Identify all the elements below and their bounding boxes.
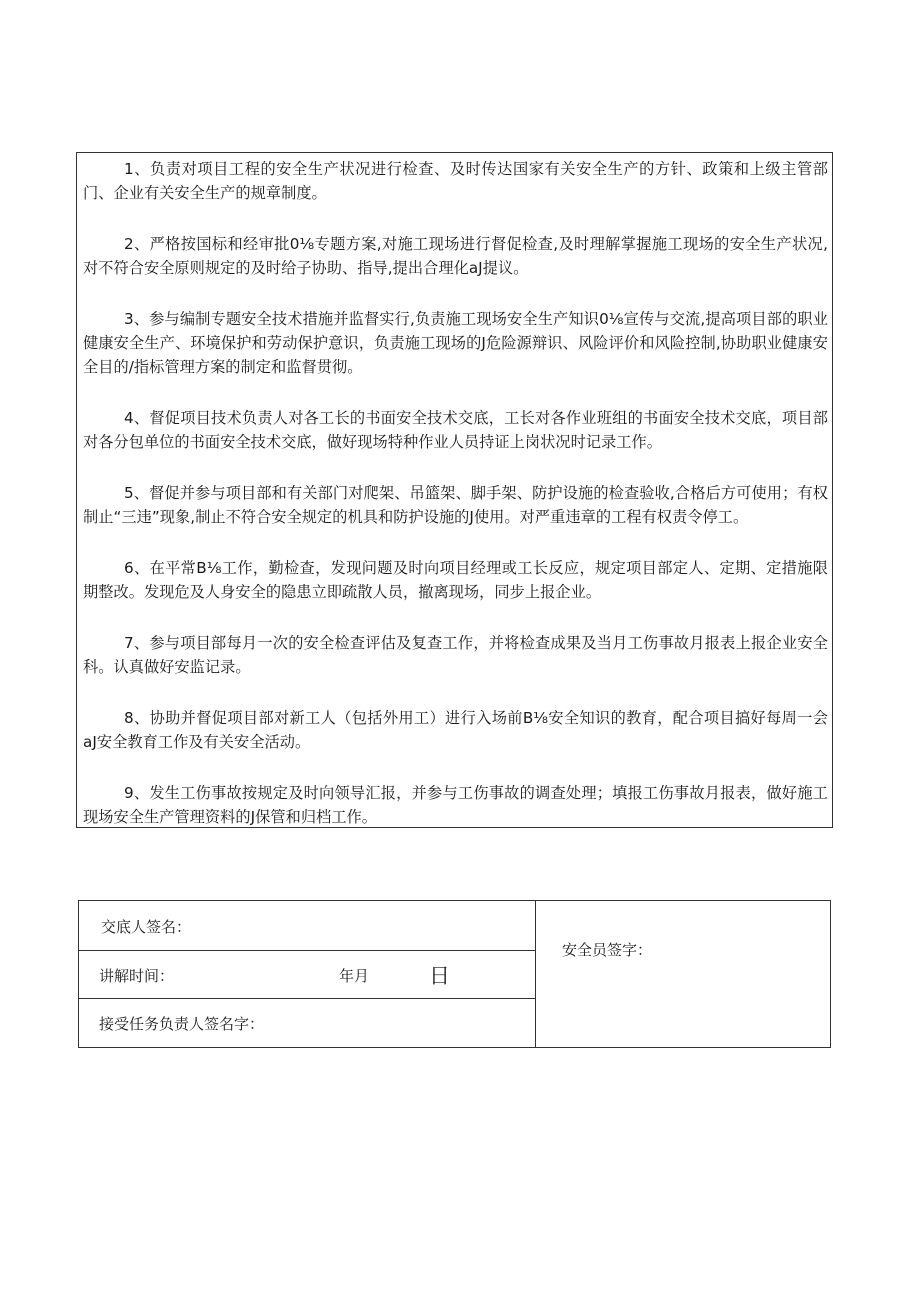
receiver-signature-field[interactable] [79,999,535,1047]
duty-item-1: 1、负责对项目工程的安全生产状况进行检查、及时传达国家有关安全生产的方针、政策和上级主管部门、企业有关安全生产的规章制度。 [83,160,828,202]
duty-item-8: 8、协助并督促项目部对新工人（包括外用工）进行入场前B⅛安全知识的教育，配合项目搞好每周一会aJ安全教育工作及有关安全活动。 [83,709,828,751]
duty-item-4: 4、督促项目技术负责人对各工长的书面安全技术交底，工长对各作业班组的书面安全技术交底，项目部对各分包单位的书面安全技术交底，做好现场特种作业人员持证上岗状况时记录工作。 [83,409,828,451]
signature-left-column [79,901,536,1047]
year-month-label: 年月 [339,967,370,985]
duties-box [76,152,833,828]
time-label: 讲解时间： [99,967,175,985]
explanation-time-field[interactable] [79,951,535,999]
safety-officer-signature-label: 安全员签字： [562,941,653,959]
duty-item-2: 2、严格按国标和经审批0⅛专题方案,对施工现场进行督促检查,及时理解掌握施工现场的安全生产状况,对不符合安全原则规定的及时给子协助、指导,提出合理化aJ提议。 [83,235,828,277]
duty-item-9: 9、发生工伤事故按规定及时向领导汇报，并参与工伤事故的调查处理；填报工伤事故月报表，做好施工现场安全生产管理资料的J保管和归档工作。 [83,784,828,826]
receiver-label: 接受任务负责人签名字： [99,1015,265,1033]
duty-item-7: 7、参与项目部每月一次的安全检查评估及复查工作，并将检查成果及当月工伤事故月报表上报企业安全科。认真做好安监记录。 [83,634,828,676]
signature-table [78,900,831,1048]
duty-item-6: 6、在平常B⅛工作，勤检查，发现问题及时向项目经理或工长反应，规定项目部定人、定期、定措施限期整改。发现危及人身安全的隐患立即疏散人员，撤离现场，同步上报企业。 [83,559,828,601]
duty-item-3: 3、参与编制专题安全技术措施并监督实行,负责施工现场安全生产知识0⅛宣传与交流,提高项目部的职业健康安全生产、环境保护和劳动保护意识，负责施工现场的J危险源辩识、风险评价和风险控制,协助职业健康安全目的/指标管理方案的制定和监督贯彻。 [83,310,828,376]
day-label: 日 [429,964,450,988]
discloser-signature-field[interactable] [79,901,535,951]
discloser-label: 交底人签名： [101,918,192,936]
duty-item-5: 5、督促并参与项目部和有关部门对爬架、吊篮架、脚手架、防护设施的检查验收,合格后方可使用；有权制止“三违”现象,制止不符合安全规定的机具和防护设施的J使用。对严重违章的工程有权责令停工。 [83,484,828,526]
